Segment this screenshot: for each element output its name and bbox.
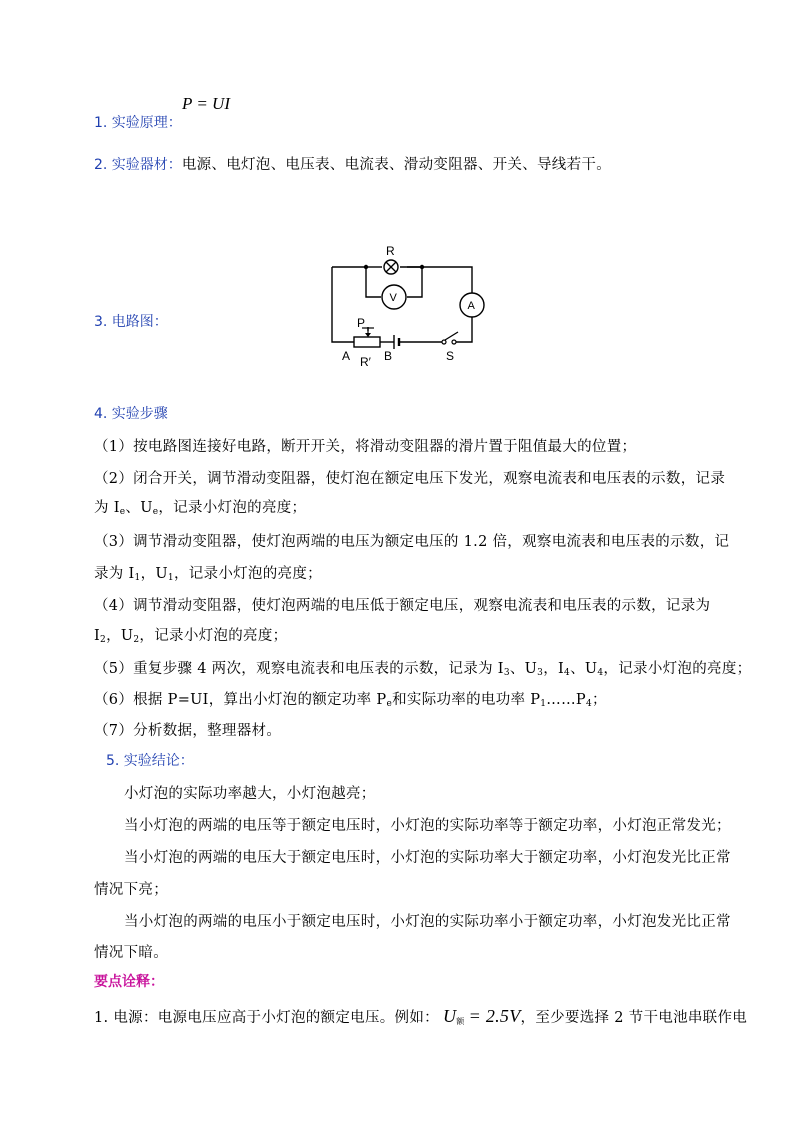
step-4-line2: $I_2$，$U_2$，记录小灯泡的亮度； bbox=[94, 628, 288, 645]
equipment-label: 2. 实验器材： bbox=[94, 157, 182, 173]
conclusion-line-2: 当小灯泡的两端的电压等于额定电压时，小灯泡的实际功率等于额定功率，小灯泡正常发光； bbox=[124, 818, 731, 834]
principle-formula: P = UI bbox=[182, 94, 230, 113]
step-4-line1: （4）调节滑动变阻器，使灯泡两端的电压低于额定电压，观察电流表和电压表的示数，记录为 bbox=[94, 598, 711, 614]
lamp-label: R bbox=[386, 244, 395, 258]
switch-label: S bbox=[446, 349, 455, 363]
step-2-line2: 为 $I_e$、$U_e$，记录小灯泡的亮度； bbox=[94, 500, 307, 517]
rated-voltage-formula: $U_额 = 2.5V$ bbox=[442, 1006, 521, 1026]
conclusion-line-6: 情况下暗。 bbox=[94, 945, 168, 961]
key-points-heading: 要点诠释： bbox=[94, 974, 164, 990]
switch-icon bbox=[442, 332, 458, 344]
step-3-line2: 录为 $I_1$，$U_1$，记录小灯泡的亮度； bbox=[94, 566, 322, 583]
circuit-diagram bbox=[318, 236, 498, 371]
end-b-label: B bbox=[384, 349, 393, 363]
steps-heading: 4. 实验步骤 bbox=[94, 406, 168, 422]
step-3-line1: （3）调节滑动变阻器，使灯泡两端的电压为额定电压的 1.2 倍，观察电流表和电压表的示数，记 bbox=[94, 534, 730, 550]
circuit-label: 3. 电路图： bbox=[94, 314, 168, 330]
battery-icon bbox=[394, 335, 399, 349]
conclusion-line-3: 当小灯泡的两端的电压大于额定电压时，小灯泡的实际功率大于额定功率，小灯泡发光比正常 bbox=[124, 850, 731, 866]
ammeter-label: A bbox=[467, 300, 475, 312]
conclusion-heading: 5. 实验结论： bbox=[106, 753, 194, 769]
rheostat-label: R′ bbox=[360, 355, 371, 369]
voltmeter-label: V bbox=[389, 292, 397, 304]
lamp-icon bbox=[384, 260, 398, 274]
step-1: （1）按电路图连接好电路，断开开关，将滑动变阻器的滑片置于阻值最大的位置； bbox=[94, 439, 637, 455]
equipment-text: 电源、电灯泡、电压表、电流表、滑动变阻器、开关、导线若干。 bbox=[181, 157, 612, 173]
rheostat-icon bbox=[354, 328, 380, 347]
key-point-1: 1. 电源：电源电压应高于小灯泡的额定电压。例如： $U_额 = 2.5V$，至少要选择 2 节干电池串联作电 bbox=[94, 1006, 748, 1026]
equipment-line bbox=[94, 153, 611, 174]
end-a-label: A bbox=[342, 349, 351, 363]
step-7: （7）分析数据，整理器材。 bbox=[94, 723, 282, 739]
step-6: （6）根据 P=UI，算出小灯泡的额定功率 $P_e$和实际功率的电功率 $P_1\dots\dots P_4$； bbox=[94, 692, 607, 709]
conclusion-line-4: 情况下亮； bbox=[94, 882, 168, 898]
conclusion-line-1: 小灯泡的实际功率越大，小灯泡越亮； bbox=[124, 786, 376, 802]
slider-label: P bbox=[357, 316, 366, 330]
step-2-line1: （2）闭合开关，调节滑动变阻器，使灯泡在额定电压下发光，观察电流表和电压表的示数，记录 bbox=[94, 471, 726, 487]
principle-label: 1. 实验原理： bbox=[94, 115, 182, 131]
step-5: （5）重复步骤 4 两次，观察电流表和电压表的示数，记录为 $I_3$、$U_3$，$I_4$、$U_4$，记录小灯泡的亮度； bbox=[94, 661, 752, 678]
conclusion-line-5: 当小灯泡的两端的电压小于额定电压时，小灯泡的实际功率小于额定功率，小灯泡发光比正常 bbox=[124, 914, 731, 930]
